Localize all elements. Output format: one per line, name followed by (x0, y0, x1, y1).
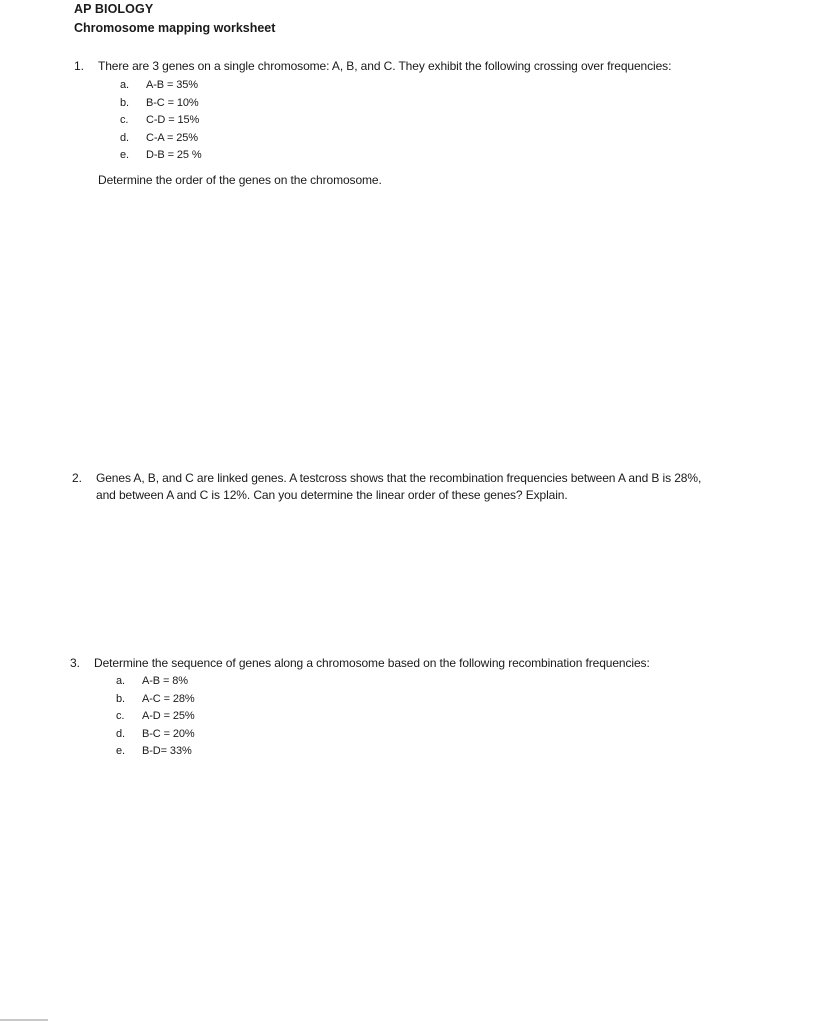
question-text-line-1: Genes A, B, and C are linked genes. A testcross shows that the recombination frequencies between A and B is 28%, (96, 471, 702, 485)
item-value: D-B = 25 % (146, 149, 202, 161)
list-item (116, 708, 195, 726)
question-text: Determine the sequence of genes along a chromosome based on the following recombination frequencies: (94, 656, 650, 670)
item-value: A-B = 8% (142, 675, 188, 687)
frequency-list (116, 673, 195, 761)
item-letter: a. (120, 79, 129, 91)
item-letter: a. (116, 675, 125, 687)
item-letter: e. (116, 745, 125, 757)
list-item (120, 130, 202, 148)
question-instruction: Determine the order of the genes on the chromosome. (98, 173, 382, 187)
item-value: B-D= 33% (142, 745, 192, 757)
item-value: B-C = 20% (142, 727, 195, 740)
item-letter: c. (116, 710, 125, 722)
list-item (120, 77, 202, 95)
item-letter: b. (116, 692, 125, 705)
question-text: There are 3 genes on a single chromosome: A, B, and C. They exhibit the following crossing over frequencies: (98, 59, 672, 73)
frequency-list (120, 77, 202, 165)
item-letter: d. (120, 131, 129, 144)
worksheet-title: Chromosome mapping worksheet (74, 21, 276, 35)
item-letter: d. (116, 727, 125, 740)
item-letter: c. (120, 114, 129, 126)
item-value: A-C = 28% (142, 692, 195, 705)
list-item (116, 691, 195, 709)
item-value: B-C = 10% (146, 96, 199, 109)
course-title: AP BIOLOGY (74, 2, 154, 16)
item-value: C-A = 25% (146, 131, 198, 144)
list-item (116, 743, 195, 761)
list-item (116, 726, 195, 744)
item-value: A-D = 25% (142, 710, 195, 722)
list-item (120, 112, 202, 130)
list-item (120, 147, 202, 165)
question-number: 1. (74, 59, 84, 73)
item-letter: b. (120, 96, 129, 109)
item-value: C-D = 15% (146, 114, 200, 126)
list-item (120, 95, 202, 113)
scan-edge-mark (0, 1019, 48, 1021)
item-value: A-B = 35% (146, 79, 198, 91)
question-number: 3. (70, 656, 80, 670)
question-text-line-2: and between A and C is 12%. Can you determine the linear order of these genes? Explain. (96, 488, 568, 502)
question-number: 2. (72, 471, 82, 485)
list-item (116, 673, 195, 691)
item-letter: e. (120, 149, 129, 161)
